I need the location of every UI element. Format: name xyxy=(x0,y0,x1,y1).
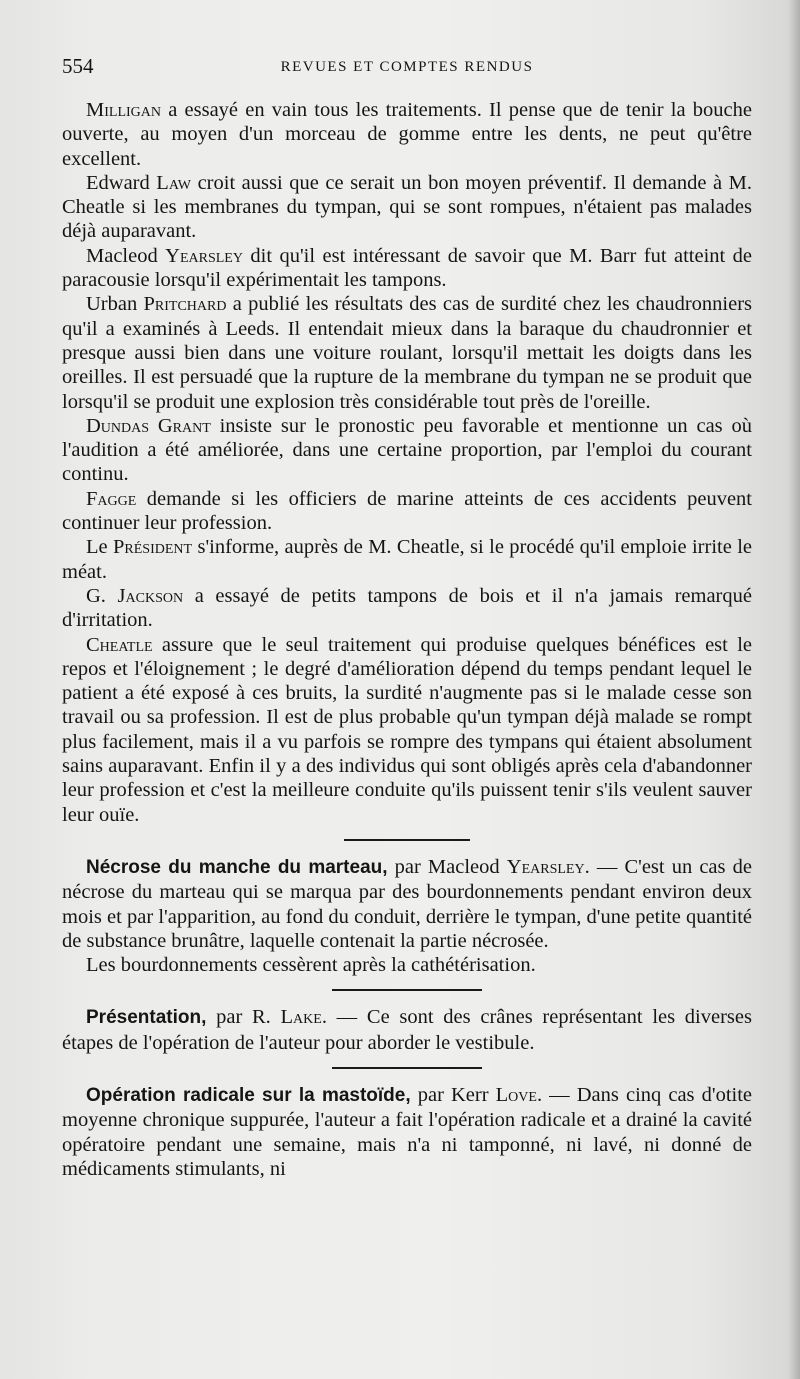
paragraph-law: Edward Law croit aussi que ce serait un bon moyen préventif. Il demande à M. Cheatle si les membranes du tympan, qui se sont rompues, n'étaient pas malades déjà auparavant. xyxy=(62,171,752,243)
section-divider xyxy=(344,839,470,841)
paragraph-milligan: Milligan a essayé en vain tous les traitements. Il pense que de tenir la bouche ouverte, au moyen d'un morceau de gomme entre les dents, ne peut qu'être excellent. xyxy=(62,99,752,170)
speaker-name: Cheatle xyxy=(86,633,153,656)
page-edge-shadow xyxy=(788,0,800,1379)
page-body xyxy=(62,98,752,1181)
paragraph-jackson: G. Jackson a essayé de petits tampons de bois et il n'a jamais remarqué d'irritation. xyxy=(62,584,752,632)
section-divider xyxy=(332,989,482,991)
section-divider xyxy=(332,1067,482,1069)
author-name: Love xyxy=(495,1083,537,1106)
page-number: 554 xyxy=(62,54,94,78)
paragraph-dundas-grant: Dundas Grant insiste sur le pronostic peu favorable et mentionne un cas où l'audition a été améliorée, dans une certaine proportion, par l'emploi du courant continu. xyxy=(62,414,752,486)
section-title: Opération radicale sur la mastoïde, xyxy=(86,1084,411,1106)
section-presentation: Présentation, par R. Lake. — Ce sont des crânes représentant les diverses étapes de l'opération de l'auteur pour aborder le vestibule. xyxy=(62,1006,752,1054)
section-title: Nécrose du manche du marteau, xyxy=(86,856,388,878)
speaker-name: Fagge xyxy=(86,487,137,510)
paragraph-yearsley: Macleod Yearsley dit qu'il est intéressant de savoir que M. Barr fut atteint de paracousie lorsqu'il expérimentait les tampons. xyxy=(62,244,752,292)
section-title: Présentation, xyxy=(86,1007,207,1029)
author-name: Yearsley xyxy=(506,855,585,878)
speaker-name: Milligan xyxy=(86,99,161,121)
paragraph-fagge: Fagge demande si les officiers de marine atteints de ces accidents peuvent continuer leur profession. xyxy=(62,487,752,535)
section-operation-radicale: Opération radicale sur la mastoïde, par Kerr Love. — Dans cinq cas d'otite moyenne chronique suppurée, l'auteur a fait l'opération radicale et a drainé la cavité opératoire pendant une semaine, mais n'a ni tamponné, ni lavé, ni donné de médicaments stimulants, ni xyxy=(62,1083,753,1180)
author-name: Lake xyxy=(280,1006,322,1029)
paragraph-cheatle: Cheatle assure que le seul traitement qui produise quelques bénéfices est le repos et l'éloignement ; le degré d'amélioration dépend du temps pendant lequel le patient a été exposé à ces bruits, la surdité n'augmente pas si le malade cesse son travail ou sa profession. Il est de plus probable qu'un tympan déjà malade se rompt plus facilement, mais il a vu parfois se rompre des tympans qui étaient absolument sains auparavant. Enfin il y a des individus qui sont obligés après cela d'abandonner leur profession et c'est la meilleure conduite qu'ils puissent tenir s'ils veulent sauver leur ouïe. xyxy=(62,633,752,826)
speaker-name: Yearsley xyxy=(165,244,243,267)
section-necrose-conclusion: Les bourdonnements cessèrent après la cathétérisation. xyxy=(86,954,536,977)
running-head xyxy=(62,54,752,86)
speaker-name: Président xyxy=(113,536,193,559)
paragraph-president: Le Président s'informe, auprès de M. Cheatle, si le procédé qu'il emploie irrite le méat. xyxy=(62,536,752,583)
section-necrose: Nécrose du manche du marteau, par Macleod Yearsley. — C'est un cas de nécrose du marteau qui se marqua par des bourdonnements pendant environ deux mois et par l'apparition, au fond du conduit, derrière le tympan, d'une petite quantité de substance brunâtre, laquelle contenait la partie nécrosée. xyxy=(62,855,752,952)
paragraph-pritchard: Urban Pritchard a publié les résultats des cas de surdité chez les chaudronniers qu'il a examinés à Leeds. Il entendait mieux dans la baraque du chaudronnier et presque aussi bien dans une voiture roulant, lorsqu'il mettait les doigts dans les oreilles. Il est persuadé que la rupture de la membrane du tympan ne se produit que lorsqu'il se produit une explosion très considérable tout près de l'oreille. xyxy=(62,293,753,413)
running-title: REVUES ET COMPTES RENDUS xyxy=(280,59,534,75)
speaker-name: Pritchard xyxy=(143,293,227,316)
speaker-name: Jackson xyxy=(117,584,184,607)
speaker-name: Dundas Grant xyxy=(86,414,211,437)
speaker-name: Law xyxy=(156,171,192,194)
